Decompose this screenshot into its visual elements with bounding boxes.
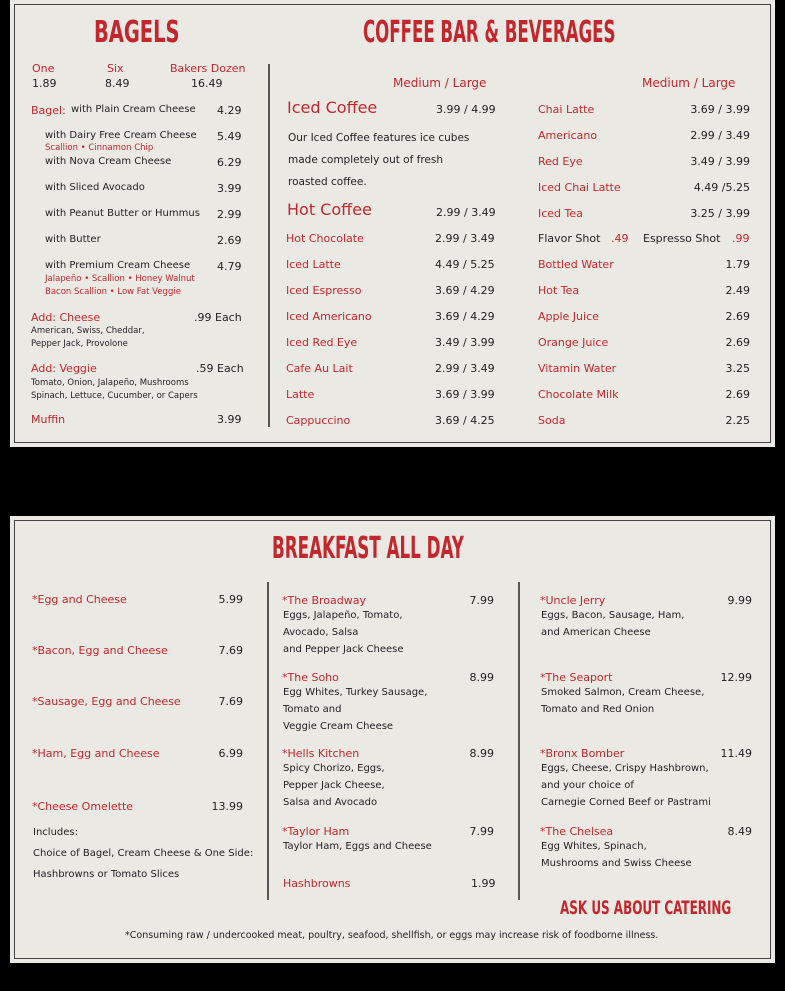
drink-price: 2.69 [725, 310, 750, 323]
drink-price: 3.69 / 4.29 [435, 310, 495, 323]
column-divider [518, 582, 520, 900]
hashbrowns-label: Hashbrowns [283, 877, 351, 890]
breakfast-item-price: 7.69 [218, 644, 243, 657]
drink-price: 3.69 / 4.25 [435, 414, 495, 427]
flavor-shot-price: .49 [611, 232, 629, 245]
breakfast-item-desc: Eggs, Bacon, Sausage, Ham, [541, 610, 685, 621]
breakfast-item-price: 7.99 [469, 825, 494, 838]
drink-name: Red Eye [538, 155, 583, 168]
breakfast-item-price: 9.99 [727, 594, 752, 607]
beverages-bagels-board [10, 0, 775, 447]
bagel-item-price: 6.29 [217, 156, 242, 169]
add-cheese-desc: Pepper Jack, Provolone [31, 339, 128, 349]
breakfast-item-price: 11.49 [720, 747, 752, 760]
breakfast-item-name: *Egg and Cheese [32, 593, 127, 606]
bagel-item-options: Bacon Scallion • Low Fat Veggie [45, 287, 181, 297]
add-cheese-label: Add: Cheese [31, 311, 101, 324]
breakfast-item-desc: Eggs, Cheese, Crispy Hashbrown, [541, 763, 709, 774]
hot-coffee-label: Hot Coffee [287, 200, 372, 219]
breakfast-item-name: *Cheese Omelette [32, 800, 134, 813]
drink-name: Bottled Water [538, 258, 614, 271]
size-dozen-label: Bakers Dozen [170, 62, 246, 75]
espresso-shot-label: Espresso Shot [643, 232, 721, 245]
bagel-item-price: 2.99 [217, 208, 242, 221]
breakfast-item-price: 12.99 [720, 671, 752, 684]
breakfast-item-desc: Egg Whites, Turkey Sausage, [283, 687, 428, 698]
iced-coffee-desc-2: made completely out of fresh [288, 154, 443, 166]
espresso-shot-price: .99 [732, 232, 750, 245]
breakfast-item-desc: Egg Whites, Spinach, [541, 841, 647, 852]
add-veggie-desc: Tomato, Onion, Jalapeño, Mushrooms [31, 378, 189, 388]
breakfast-item-name: *The Seaport [540, 671, 613, 684]
size-header: Medium / Large [393, 76, 487, 90]
drink-name: Cafe Au Lait [286, 362, 353, 375]
muffin-price: 3.99 [217, 413, 242, 426]
board-frame [14, 520, 771, 959]
drink-name: Iced Americano [286, 310, 372, 323]
bagel-item-name: with Sliced Avocado [45, 182, 145, 193]
breakfast-item-price: 7.69 [218, 695, 243, 708]
bagel-item-name: with Peanut Butter or Hummus [45, 208, 200, 219]
iced-coffee-price: 3.99 / 4.99 [436, 103, 496, 116]
drink-price: 3.49 / 3.99 [435, 336, 495, 349]
size-one-price: 1.89 [32, 77, 57, 90]
drink-price: 1.79 [725, 258, 750, 271]
bagels-title: BAGELS [94, 15, 180, 50]
drink-name: Iced Latte [286, 258, 341, 271]
drink-name: Iced Red Eye [286, 336, 358, 349]
breakfast-item-desc: Eggs, Jalapeño, Tomato, [283, 610, 403, 621]
breakfast-item-price: 8.99 [469, 747, 494, 760]
breakfast-item-desc: Salsa and Avocado [283, 797, 378, 808]
breakfast-item-desc: Mushrooms and Swiss Cheese [541, 858, 692, 869]
breakfast-item-desc: and your choice of [541, 780, 634, 791]
breakfast-item-desc: Pepper Jack Cheese, [283, 780, 385, 791]
iced-coffee-label: Iced Coffee [287, 98, 378, 117]
breakfast-item-desc: Taylor Ham, Eggs and Cheese [283, 841, 432, 852]
drink-price: 3.25 [725, 362, 750, 375]
breakfast-item-price: 6.99 [218, 747, 243, 760]
drink-price: 2.99 / 3.49 [435, 362, 495, 375]
breakfast-item-price: 7.99 [469, 594, 494, 607]
breakfast-item-desc: and American Cheese [541, 627, 651, 638]
hashbrowns-price: 1.99 [471, 877, 496, 890]
drink-price: 3.69 / 3.99 [690, 103, 750, 116]
breakfast-item-name: *The Broadway [282, 594, 366, 607]
add-cheese-price: .99 Each [194, 311, 242, 324]
iced-coffee-desc-1: Our Iced Coffee features ice cubes [288, 132, 470, 144]
size-one-label: One [32, 62, 55, 75]
omelette-desc-1: Includes: [33, 827, 78, 838]
bagel-item-options: Scallion • Cinnamon Chip [45, 143, 154, 153]
column-divider [268, 64, 270, 427]
drink-name: Soda [538, 414, 566, 427]
drink-name: Latte [286, 388, 315, 401]
drink-price: 4.49 / 5.25 [435, 258, 495, 271]
drink-price: 2.69 [725, 388, 750, 401]
size-six-label: Six [107, 62, 124, 75]
size-header: Medium / Large [642, 76, 736, 90]
breakfast-item-price: 8.49 [727, 825, 752, 838]
drink-price: 2.99 / 3.49 [435, 232, 495, 245]
bagel-item-name: with Plain Cream Cheese [71, 104, 196, 115]
iced-coffee-desc-3: roasted coffee. [288, 176, 367, 188]
drink-name: Americano [538, 129, 598, 142]
add-cheese-desc: American, Swiss, Cheddar, [31, 326, 145, 336]
drink-name: Hot Tea [538, 284, 580, 297]
breakfast-item-name: *Hells Kitchen [282, 747, 360, 760]
breakfast-item-name: *The Soho [282, 671, 339, 684]
bagel-item-name: with Nova Cream Cheese [45, 156, 172, 167]
catering-banner: ASK US ABOUT CATERING [560, 897, 732, 919]
bagel-item-name: with Premium Cream Cheese [45, 260, 191, 271]
breakfast-item-name: *Ham, Egg and Cheese [32, 747, 160, 760]
drink-price: 2.25 [725, 414, 750, 427]
foodborne-disclaimer: *Consuming raw / undercooked meat, poultry, seafood, shellfish, or eggs may increase risk of foodborne illness. [125, 930, 659, 941]
breakfast-title: BREAKFAST ALL DAY [272, 531, 464, 566]
drink-name: Apple Juice [538, 310, 599, 323]
breakfast-item-desc: Tomato and [283, 704, 342, 715]
drink-name: Vitamin Water [538, 362, 617, 375]
drink-price: 2.99 / 3.49 [690, 129, 750, 142]
size-six-price: 8.49 [105, 77, 130, 90]
breakfast-item-price: 5.99 [218, 593, 243, 606]
breakfast-item-desc: Carnegie Corned Beef or Pastrami [541, 797, 711, 808]
bagel-label: Bagel: [31, 104, 66, 117]
breakfast-item-desc: Tomato and Red Onion [541, 704, 655, 715]
breakfast-item-desc: Veggie Cream Cheese [283, 721, 394, 732]
drink-name: Orange Juice [538, 336, 609, 349]
breakfast-item-desc: Avocado, Salsa [283, 627, 359, 638]
breakfast-item-desc: Smoked Salmon, Cream Cheese, [541, 687, 705, 698]
drink-price: 3.69 / 4.29 [435, 284, 495, 297]
bagel-item-price: 4.79 [217, 260, 242, 273]
drink-price: 3.25 / 3.99 [690, 207, 750, 220]
breakfast-item-name: *Taylor Ham [282, 825, 350, 838]
drink-name: Chocolate Milk [538, 388, 619, 401]
add-veggie-desc: Spinach, Lettuce, Cucumber, or Capers [31, 391, 198, 401]
drink-name: Iced Chai Latte [538, 181, 621, 194]
flavor-shot-label: Flavor Shot [538, 232, 601, 245]
omelette-desc-3: Hashbrowns or Tomato Slices [33, 869, 180, 880]
omelette-desc-2: Choice of Bagel, Cream Cheese & One Side: [33, 848, 254, 859]
breakfast-item-price: 13.99 [211, 800, 243, 813]
bagel-item-price: 4.29 [217, 104, 242, 117]
bagel-item-options: Jalapeño • Scallion • Honey Walnut [45, 274, 195, 284]
coffee-title: COFFEE BAR & BEVERAGES [363, 15, 616, 50]
breakfast-item-desc: Spicy Chorizo, Eggs, [283, 763, 385, 774]
drink-name: Chai Latte [538, 103, 595, 116]
breakfast-board [10, 516, 775, 963]
bagel-item-price: 5.49 [217, 130, 242, 143]
bagel-item-price: 2.69 [217, 234, 242, 247]
drink-price: 2.49 [725, 284, 750, 297]
breakfast-item-name: *Uncle Jerry [540, 594, 606, 607]
drink-price: 4.49 /5.25 [693, 181, 750, 194]
drink-price: 2.69 [725, 336, 750, 349]
breakfast-item-desc: and Pepper Jack Cheese [283, 644, 404, 655]
breakfast-item-name: *Bacon, Egg and Cheese [32, 644, 168, 657]
drink-name: Cappuccino [286, 414, 351, 427]
breakfast-item-price: 8.99 [469, 671, 494, 684]
bagel-item-name: with Dairy Free Cream Cheese [45, 130, 197, 141]
size-dozen-price: 16.49 [191, 77, 223, 90]
column-divider [267, 582, 269, 900]
drink-name: Iced Espresso [286, 284, 362, 297]
add-veggie-price: .59 Each [196, 362, 244, 375]
breakfast-item-name: *Bronx Bomber [540, 747, 625, 760]
drink-price: 3.49 / 3.99 [690, 155, 750, 168]
bagel-item-name: with Butter [45, 234, 101, 245]
drink-name: Iced Tea [538, 207, 583, 220]
hot-coffee-price: 2.99 / 3.49 [436, 206, 496, 219]
muffin-label: Muffin [31, 413, 66, 426]
bagel-item-price: 3.99 [217, 182, 242, 195]
drink-price: 3.69 / 3.99 [435, 388, 495, 401]
drink-name: Hot Chocolate [286, 232, 364, 245]
breakfast-item-name: *The Chelsea [540, 825, 614, 838]
add-veggie-label: Add: Veggie [31, 362, 97, 375]
breakfast-item-name: *Sausage, Egg and Cheese [32, 695, 181, 708]
